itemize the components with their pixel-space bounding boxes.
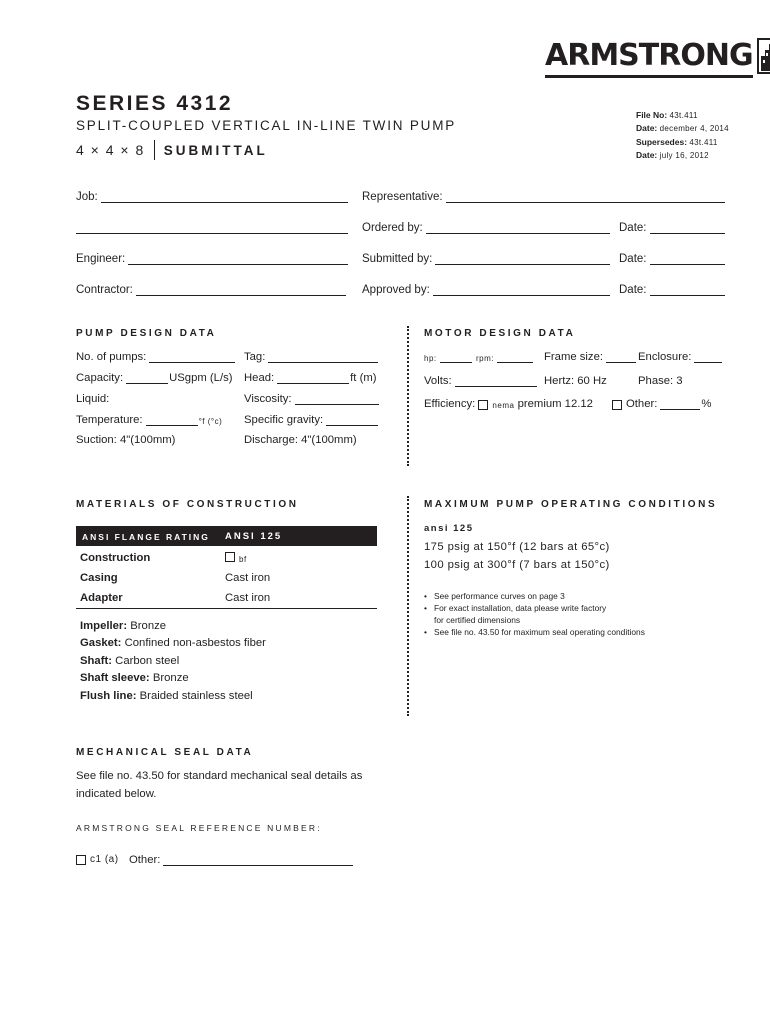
nema-label: nema (492, 401, 515, 410)
no-pumps-field[interactable] (76, 351, 235, 363)
column-divider-middle (407, 496, 409, 716)
date2-value: july 16, 2012 (659, 150, 709, 160)
adapter-label: Adapter (80, 592, 123, 604)
head-unit: ft (m) (350, 372, 377, 384)
nema-premium-checkbox[interactable] (478, 400, 488, 410)
representative-field[interactable] (362, 191, 725, 203)
seal-heading: MECHANICAL SEAL DATA (76, 747, 254, 758)
rpm-field[interactable] (476, 351, 533, 363)
supersedes-value: 43t.411 (689, 137, 718, 147)
date2-label: Date: (636, 149, 658, 160)
volts-label: Volts: (424, 375, 452, 387)
liquid-field[interactable] (76, 393, 109, 405)
temperature-label: Temperature: (76, 414, 143, 426)
seal-other-field[interactable] (129, 854, 353, 866)
job-line-2[interactable] (76, 222, 348, 234)
casing-value: Cast iron (225, 572, 271, 584)
table-bottom-rule (76, 608, 377, 609)
date-label: Date: (636, 123, 658, 134)
c1-label: c1 (a) (90, 854, 119, 865)
efficiency-field (424, 398, 593, 410)
hp-field[interactable] (424, 351, 472, 363)
efficiency-label: Efficiency: (424, 398, 476, 410)
viscosity-field[interactable] (244, 393, 379, 405)
construction-label: Construction (80, 552, 151, 564)
no-pumps-label: No. of pumps: (76, 351, 147, 363)
capacity-label: Capacity: (76, 372, 124, 384)
phase-value: Phase: 3 (638, 375, 683, 387)
liquid-label: Liquid: (76, 393, 110, 405)
engineer-field[interactable] (76, 253, 348, 265)
file-no: 43t.411 (669, 111, 698, 120)
representative-label: Representative: (362, 191, 443, 203)
premium-label: premium 12.12 (517, 398, 593, 410)
tag-field[interactable] (244, 351, 378, 363)
frame-size-label: Frame size: (544, 351, 604, 363)
gasket-spec: Gasket: Confined non-asbestos fiber (80, 637, 266, 649)
materials-heading: MATERIALS OF CONSTRUCTION (76, 499, 299, 510)
pump-size: 4 × 4 × 8 (76, 142, 145, 158)
capacity-field[interactable] (76, 372, 233, 384)
hertz-value: Hertz: 60 Hz (544, 375, 607, 387)
other-checkbox[interactable] (612, 400, 622, 410)
seal-reference-label: ARMSTRONG SEAL REFERENCE NUMBER: (76, 823, 322, 833)
head-field[interactable] (244, 372, 377, 384)
submitted-date-field[interactable] (619, 253, 725, 265)
casing-label: Casing (80, 572, 118, 584)
shaft-sleeve-spec: Shaft sleeve: Bronze (80, 672, 189, 684)
max-conditions-heading: MAXIMUM PUMP OPERATING CONDITIONS (424, 499, 718, 510)
size-line (76, 140, 268, 160)
bf-checkbox[interactable] (225, 552, 235, 562)
seal-other-label: Other: (129, 854, 161, 866)
viscosity-label: Viscosity: (244, 393, 292, 405)
suction-size: Suction: 4"(100mm) (76, 434, 176, 446)
conditions-notes (424, 590, 645, 638)
hp-label: hp: (424, 354, 437, 363)
seal-c1-option[interactable] (76, 854, 119, 865)
motor-design-heading: MOTOR DESIGN DATA (424, 328, 576, 339)
pressure-line-1: 175 psig at 150°f (12 bars at 65°c) (424, 541, 610, 553)
supersedes-label: Supersedes: (636, 136, 688, 147)
impeller-spec: Impeller: Bronze (80, 620, 167, 632)
percent-label: % (701, 398, 712, 410)
temperature-unit: °f (°c) (198, 417, 223, 426)
list-item: • See file no. 43.50 for maximum seal operating conditions (424, 626, 645, 638)
contractor-field[interactable] (76, 284, 346, 296)
submitted-date-label: Date: (619, 253, 647, 265)
armstrong-building-icon (757, 38, 770, 74)
capacity-unit: USgpm (L/s) (169, 372, 233, 384)
armstrong-logo (545, 38, 770, 78)
brand-name: ARMSTRONG (545, 38, 753, 78)
list-item: • For exact installation, data please write factory (424, 602, 645, 614)
list-item: • See performance curves on page 3 (424, 590, 645, 602)
seal-description-1: See file no. 43.50 for standard mechanical seal details as (76, 770, 363, 782)
pressure-line-2: 100 psig at 300°f (7 bars at 150°c) (424, 559, 610, 571)
approved-date-label: Date: (619, 284, 647, 296)
approved-by-label: Approved by: (362, 284, 430, 296)
doc-type: SUBMITTAL (163, 142, 268, 158)
specific-gravity-label: Specific gravity: (244, 414, 324, 426)
tag-label: Tag: (244, 351, 266, 363)
series-title: SERIES 4312 (76, 92, 234, 115)
other-label: Other: (626, 398, 658, 410)
flange-rating-header: ANSI FLANGE RATING (82, 532, 210, 542)
job-field[interactable] (76, 191, 348, 203)
contractor-label: Contractor: (76, 284, 133, 296)
other-efficiency-field[interactable] (612, 398, 711, 410)
construction-value: bf (225, 552, 247, 565)
materials-table-header (76, 526, 377, 546)
discharge-size: Discharge: 4"(100mm) (244, 434, 357, 446)
ansi-header: ANSI 125 (225, 531, 283, 542)
shaft-spec: Shaft: Carbon steel (80, 655, 180, 667)
product-subtitle: SPLIT-COUPLED VERTICAL IN-LINE TWIN PUMP (76, 118, 457, 133)
specific-gravity-field[interactable] (244, 414, 378, 426)
pump-design-heading: PUMP DESIGN DATA (76, 328, 217, 339)
temperature-field[interactable] (76, 414, 222, 426)
job-label: Job: (76, 191, 98, 203)
adapter-value: Cast iron (225, 592, 271, 604)
date-value: december 4, 2014 (659, 124, 729, 134)
submitted-by-field[interactable] (362, 253, 610, 265)
ansi-rating: ansi 125 (424, 523, 474, 534)
seal-description-2: indicated below. (76, 788, 157, 800)
list-item: for certified dimensions (434, 615, 521, 625)
frame-size-field[interactable] (544, 351, 636, 363)
approved-date-field[interactable] (619, 284, 725, 296)
file-no-label: File No: (636, 110, 668, 120)
ordered-by-field[interactable] (362, 222, 610, 234)
rpm-label: rpm: (476, 354, 494, 363)
ordered-date-label: Date: (619, 222, 647, 234)
submitted-by-label: Submitted by: (362, 253, 433, 265)
ordered-by-label: Ordered by: (362, 222, 423, 234)
file-info (636, 109, 729, 162)
ordered-date-field[interactable] (619, 222, 725, 234)
volts-field[interactable] (424, 375, 537, 387)
approved-by-field[interactable] (362, 284, 610, 296)
engineer-label: Engineer: (76, 253, 126, 265)
c1-checkbox[interactable] (76, 855, 86, 865)
enclosure-label: Enclosure: (638, 351, 692, 363)
column-divider-top (407, 326, 409, 466)
flush-line-spec: Flush line: Braided stainless steel (80, 690, 253, 702)
divider (154, 140, 155, 160)
head-label: Head: (244, 372, 275, 384)
enclosure-field[interactable] (638, 351, 722, 363)
